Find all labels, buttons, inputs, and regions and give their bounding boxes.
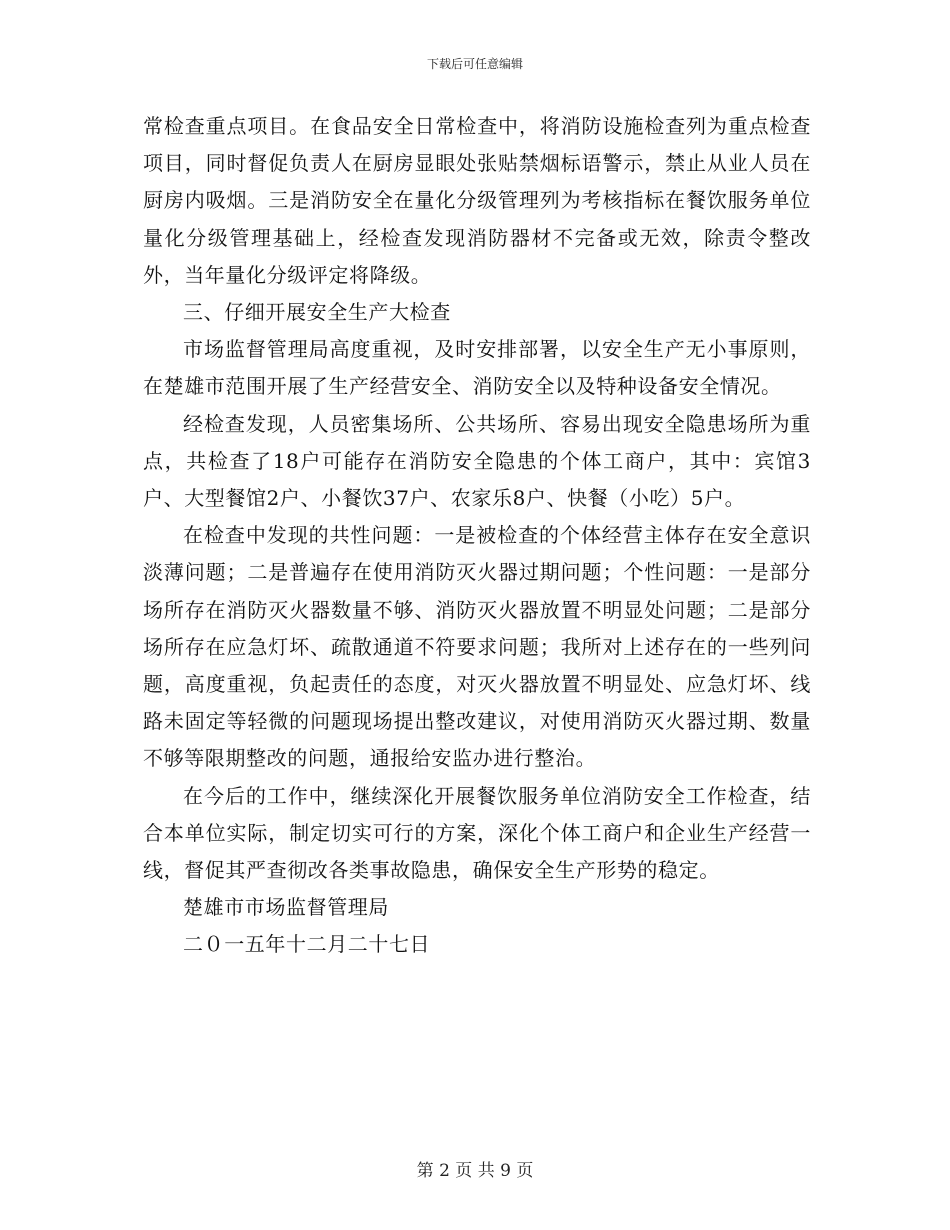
page-footer: 第 2 页 共 9 页 [416,1161,534,1181]
signature-organization: 楚雄市市场监督管理局 [183,895,389,920]
section-heading: 三、仔细开展安全生产大检查 [183,300,451,325]
paragraph: 经检查发现，人员密集场所、公共场所、容易出现安全隐患场所为重点，共检查了18户可能存在消防安全隐患的个体工商户，其中：宾馆3户、大型餐馆2户、小餐饮37户、农家乐8户、快餐（小吃）5户。 [143,411,811,511]
signature-date: 二０一五年十二月二十七日 [183,932,431,957]
document-body [143,108,811,964]
paragraph: 市场监督管理局高度重视，及时安排部署，以安全生产无小事原则，在楚雄市范围开展了生产经营安全、消防安全以及特种设备安全情况。 [143,337,811,399]
paragraph: 常检查重点项目。在食品安全日常检查中，将消防设施检查列为重点检查项目，同时督促负责人在厨房显眼处张贴禁烟标语警示，禁止从业人员在厨房内吸烟。三是消防安全在量化分级管理列为考核指标在餐饮服务单位量化分级管理基础上，经检查发现消防器材不完备或无效，除责令整改外，当年量化分级评定将降级。 [143,114,811,287]
paragraph: 在今后的工作中，继续深化开展餐饮服务单位消防安全工作检查，结合本单位实际，制定切实可行的方案，深化个体工商户和企业生产经营一线，督促其严查彻改各类事故隐患，确保安全生产形势的稳定。 [143,783,811,883]
page-header: 下载后可任意编辑 [426,57,523,71]
paragraph: 在检查中发现的共性问题：一是被检查的个体经营主体存在安全意识淡薄问题；二是普遍存在使用消防灭火器过期问题；个性问题：一是部分场所存在消防灭火器数量不够、消防灭火器放置不明显处问题；二是部分场所存在应急灯坏、疏散通道不符要求问题；我所对上述存在的一些列问题，高度重视，负起责任的态度，对灭火器放置不明显处、应急灯坏、线路未固定等轻微的问题现场提出整改建议，对使用消防灭火器过期、数量不够等限期整改的问题，通报给安监办进行整治。 [143,523,811,771]
